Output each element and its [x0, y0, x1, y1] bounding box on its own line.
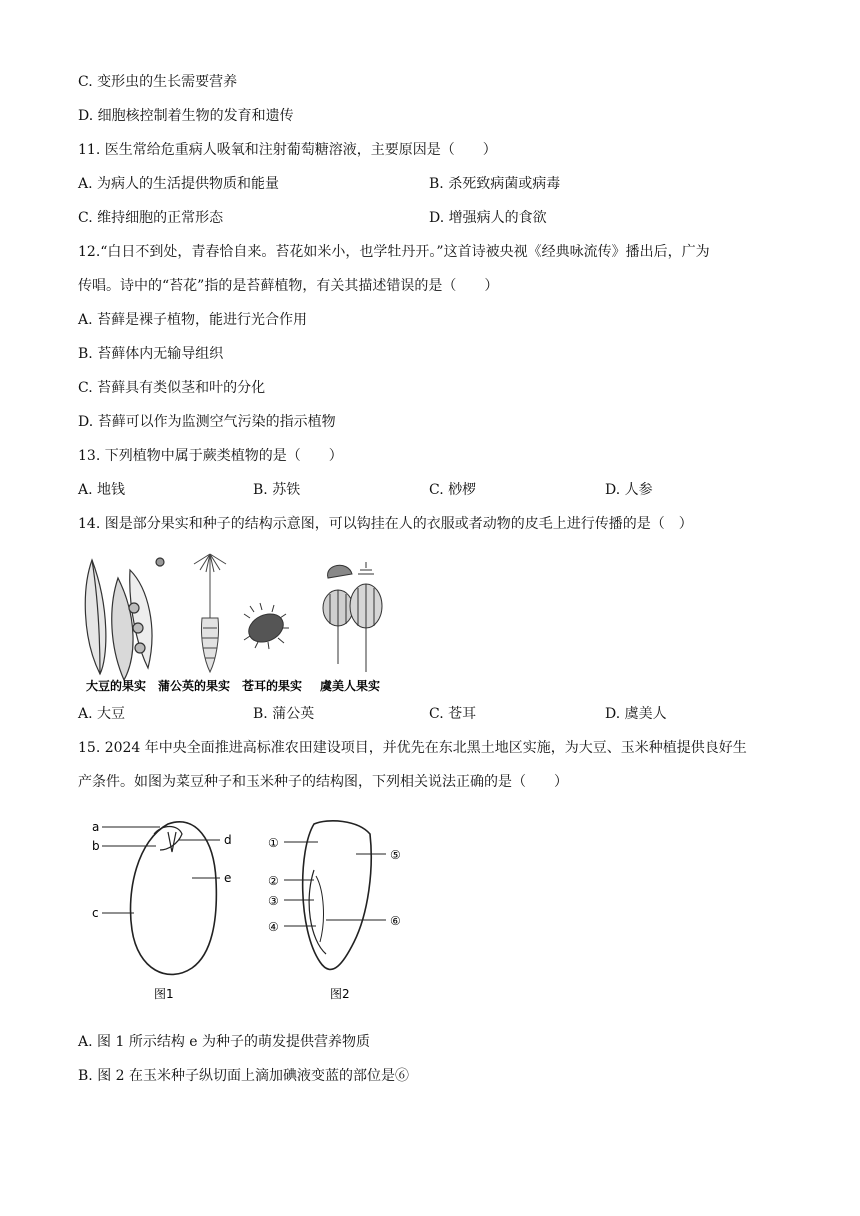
- question-15-line1: 15. 2024 年中央全面推进高标准农田建设项目，并优先在东北黑土地区实施，为大豆、玉米种植提供良好生: [78, 740, 747, 756]
- q13-option-d: D. 人参: [605, 482, 653, 498]
- caption-cocklebur: 苍耳的果实: [242, 679, 303, 693]
- question-14: 14. 图是部分果实和种子的结构示意图，可以钩挂在人的衣服或者动物的皮毛上进行传播的是（ ）: [78, 516, 693, 532]
- q13-option-b: B. 苏铁: [253, 482, 301, 498]
- label-d: d: [224, 833, 232, 847]
- option-c-prev: C. 变形虫的生长需要营养: [78, 74, 238, 90]
- fruits-figure: [78, 548, 398, 696]
- dandelion-fruit-illustration: [194, 554, 226, 672]
- label-a: a: [92, 820, 100, 834]
- label-e: e: [224, 871, 232, 885]
- figure-1-caption: 图1: [154, 987, 174, 1001]
- q14-option-a: A. 大豆: [78, 706, 126, 722]
- q12-option-d: D. 苔藓可以作为监测空气污染的指示植物: [78, 414, 336, 430]
- q11-option-a: A. 为病人的生活提供物质和能量: [78, 176, 280, 192]
- label-c: c: [92, 906, 99, 920]
- q12-option-a: A. 苔藓是裸子植物，能进行光合作用: [78, 312, 308, 328]
- q14-option-d: D. 虞美人: [605, 706, 667, 722]
- label-4: ④: [268, 920, 279, 934]
- question-15-line2: 产条件。如图为菜豆种子和玉米种子的结构图，下列相关说法正确的是（ ）: [78, 774, 568, 790]
- q12-option-b: B. 苔藓体内无输导组织: [78, 346, 224, 362]
- figure-2-caption: 图2: [330, 987, 350, 1001]
- label-b: b: [92, 839, 100, 853]
- caption-soybean: 大豆的果实: [86, 679, 147, 693]
- label-5: ⑤: [390, 848, 401, 862]
- question-13: 13. 下列植物中属于蕨类植物的是（ ）: [78, 448, 343, 464]
- poppy-fruit-illustration: [323, 562, 382, 672]
- q14-option-b: B. 蒲公英: [253, 706, 315, 722]
- q13-option-c: C. 桫椤: [429, 482, 477, 498]
- q15-option-a: A. 图 1 所示结构 e 为种子的萌发提供营养物质: [78, 1034, 371, 1050]
- seed-structure-figure: [88, 810, 418, 1010]
- question-12-line1: 12.“白日不到处，青春恰自来。苔花如米小，也学牡丹开。”这首诗被央视《经典咏流传》播出后，广为: [78, 244, 710, 260]
- q15-option-b: B. 图 2 在玉米种子纵切面上滴加碘液变蓝的部位是⑥: [78, 1068, 409, 1084]
- question-11: 11. 医生常给危重病人吸氧和注射葡萄糖溶液，主要原因是（ ）: [78, 142, 497, 158]
- q14-option-c: C. 苍耳: [429, 706, 477, 722]
- label-3: ③: [268, 894, 279, 908]
- caption-poppy: 虞美人果实: [320, 679, 381, 693]
- soybean-fruit-illustration: [85, 558, 164, 680]
- q12-option-c: C. 苔藓具有类似茎和叶的分化: [78, 380, 266, 396]
- q11-option-b: B. 杀死致病菌或病毒: [429, 176, 561, 192]
- q11-option-c: C. 维持细胞的正常形态: [78, 210, 224, 226]
- cocklebur-fruit-illustration: [244, 603, 289, 649]
- label-6: ⑥: [390, 914, 401, 928]
- label-1: ①: [268, 836, 279, 850]
- option-d-prev: D. 细胞核控制着生物的发育和遗传: [78, 108, 294, 124]
- caption-dandelion: 蒲公英的果实: [158, 679, 231, 693]
- q13-option-a: A. 地钱: [78, 482, 126, 498]
- bean-seed-diagram: [102, 822, 220, 975]
- corn-seed-diagram: [284, 821, 386, 970]
- q11-option-d: D. 增强病人的食欲: [429, 210, 547, 226]
- label-2: ②: [268, 874, 279, 888]
- question-12-line2: 传唱。诗中的“苔花”指的是苔藓植物，有关其描述错误的是（ ）: [78, 278, 499, 294]
